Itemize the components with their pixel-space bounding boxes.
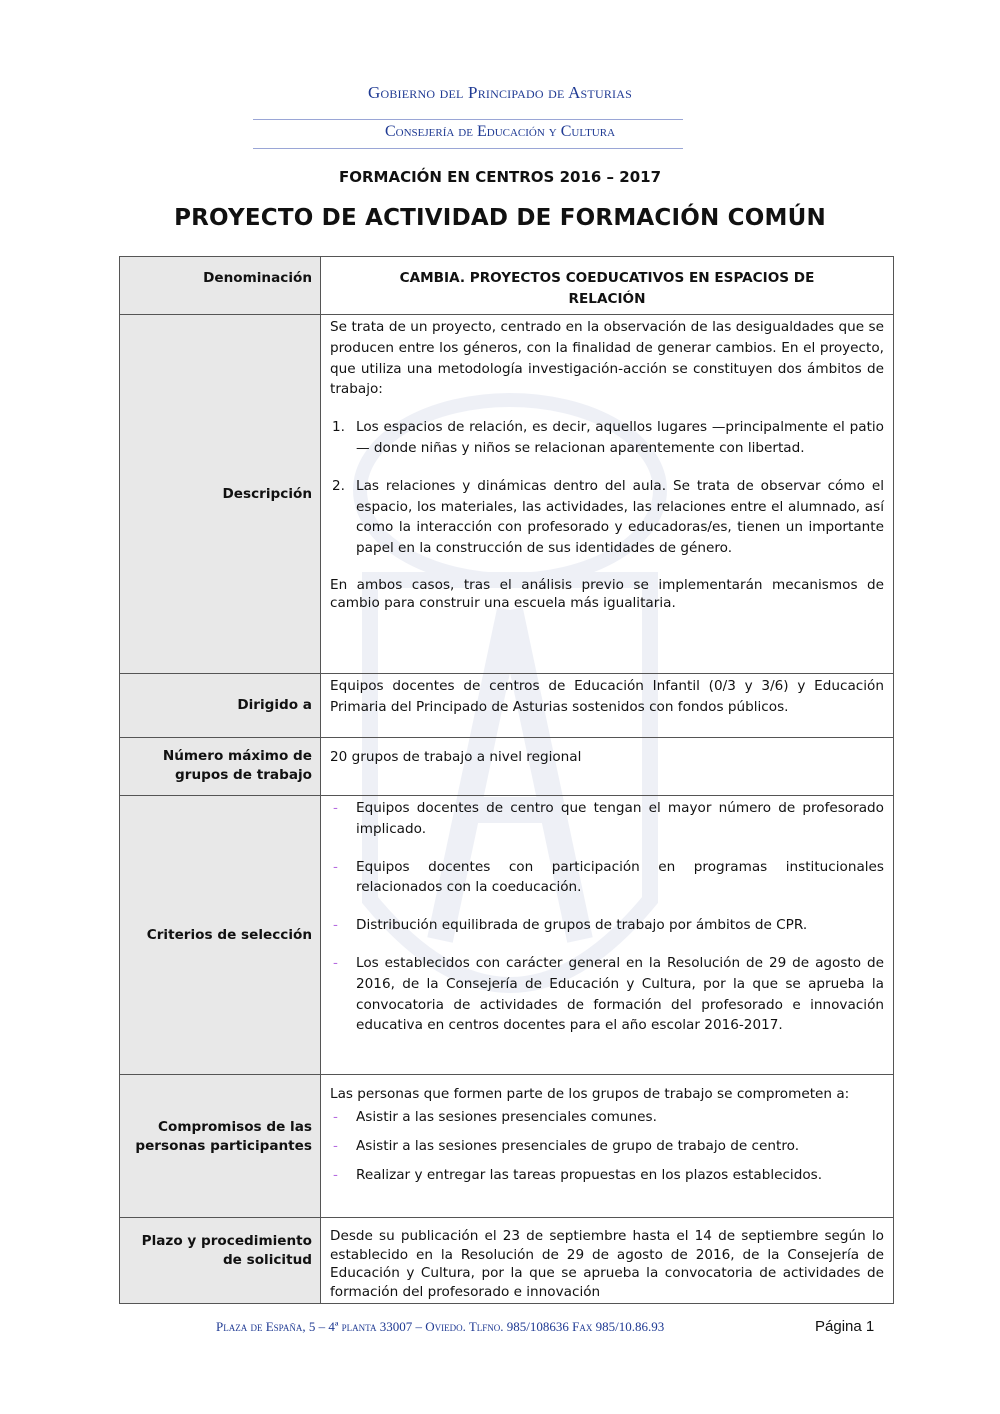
label-descripcion: Descripción: [120, 315, 321, 674]
descripcion-list: [330, 417, 884, 559]
dash-bullet-icon: -: [333, 954, 338, 971]
descripcion-outro: En ambos casos, tras el análisis previo se implementarán mecanismos de cambio para construir una escuela más igualitaria.: [330, 576, 884, 611]
criterios-list: [330, 798, 884, 1036]
label-compromisos: Compromisos de las personas participantes: [120, 1075, 321, 1218]
row-plazo: [120, 1218, 894, 1304]
value-criterios: [321, 796, 894, 1075]
dash-bullet-icon: -: [333, 858, 338, 875]
value-compromisos: [321, 1075, 894, 1218]
label-plazo: Plazo y procedimiento de solicitud: [120, 1218, 321, 1304]
compromisos-list: [330, 1107, 884, 1185]
list-text: Realizar y entregar las tareas propuestas en los plazos establecidos.: [356, 1166, 823, 1183]
list-text: Asistir a las sesiones presenciales de grupo de trabajo de centro.: [356, 1137, 800, 1154]
dash-bullet-icon: -: [333, 800, 338, 816]
dash-bullet-icon: -: [333, 917, 338, 934]
label-denominacion: Denominación: [120, 257, 321, 315]
row-denominacion: [120, 257, 894, 315]
dash-bullet-icon: -: [333, 1166, 338, 1183]
department-header: Consejería de Educación y Cultura: [384, 123, 616, 140]
list-text: Equipos docentes con participación en programas institucionales relacionados con la coeducación.: [356, 858, 884, 896]
dash-bullet-icon: -: [333, 1109, 338, 1125]
compromisos-intro: Las personas que formen parte de los grupos de trabajo se comprometen a:: [330, 1086, 850, 1102]
document-title: PROYECTO DE ACTIVIDAD DE FORMACIÓN COMÚN: [174, 205, 826, 231]
label-numero: Número máximo de grupos de trabajo: [120, 738, 321, 796]
row-dirigido: [120, 674, 894, 738]
list-item: [330, 417, 884, 459]
descripcion-intro: Se trata de un proyecto, centrado en la observación de las desigualdades que se producen entre los géneros, con la finalidad de generar cambios. En el proyecto, que utiliza una metodología investigación-acción se constituyen dos ámbitos de trabajo:: [330, 319, 884, 398]
government-header: Gobierno del Principado de Asturias: [368, 83, 632, 102]
row-compromisos: [120, 1075, 894, 1218]
value-numero: 20 grupos de trabajo a nivel regional: [321, 738, 894, 796]
list-item: [330, 476, 884, 559]
list-item: [330, 1107, 884, 1128]
value-dirigido: Equipos docentes de centros de Educación Infantil (0/3 y 3/6) y Educación Primaria del Principado de Asturias sostenidos con fondos públicos.: [321, 674, 894, 738]
value-descripcion: [321, 315, 894, 674]
list-item: [330, 915, 884, 936]
label-criterios: Criterios de selección: [120, 796, 321, 1075]
page-number: Página 1: [815, 1318, 875, 1335]
list-item: [330, 1136, 884, 1157]
value-denominacion: CAMBIA. PROYECTOS COEDUCATIVOS EN ESPACIOS DE RELACIÓN: [321, 257, 894, 315]
list-text: Los establecidos con carácter general en la Resolución de 29 de agosto de 2016, de la Consejería de Educación y Cultura, por la que se aprueba la convocatoria de actividades de formación del profesorado e innovación educativa en centros docentes para el año escolar 2016-2017.: [356, 954, 884, 1034]
project-table: [119, 256, 894, 1304]
footer-address: Plaza de España, 5 – 4ª planta 33007 – Oviedo. Tlfno. 985/108636 Fax 985/10.86.93: [216, 1319, 665, 1334]
row-criterios: [120, 796, 894, 1075]
list-text: Distribución equilibrada de grupos de trabajo por ámbitos de CPR.: [356, 917, 808, 934]
list-number: 2.: [332, 477, 345, 494]
list-text: Equipos docentes de centro que tengan el mayor número de profesorado implicado.: [356, 800, 884, 837]
row-numero: [120, 738, 894, 796]
list-text: Asistir a las sesiones presenciales comunes.: [356, 1109, 657, 1125]
label-dirigido: Dirigido a: [120, 674, 321, 738]
header-divider: [253, 148, 683, 149]
list-number: 1.: [332, 419, 345, 436]
row-descripcion: [120, 315, 894, 674]
header-divider: [253, 119, 683, 120]
list-item: [330, 1165, 884, 1186]
list-item: [330, 798, 884, 840]
list-text: Las relaciones y dinámicas dentro del aula. Se trata de observar cómo el espacio, los materiales, las actividades, las relaciones entre el alumnado, así como la interacción con profesorado y educadoras/es, tienen un importante papel en la construcción de sus identidades de género.: [356, 477, 884, 557]
value-plazo: Desde su publicación el 23 de septiembre hasta el 14 de septiembre según lo establecido en la Resolución de 29 de agosto de 2016, de la Consejería de Educación y Cultura, por la que se aprueba la convocatoria de actividades de formación del profesorado e innovación: [321, 1218, 894, 1304]
document-subtitle: FORMACIÓN EN CENTROS 2016 – 2017: [338, 168, 662, 186]
list-text: Los espacios de relación, es decir, aquellos lugares —principalmente el patio— donde niñas y niños se relacionan aparentemente con libertad.: [356, 419, 884, 456]
list-item: [330, 953, 884, 1036]
list-item: [330, 857, 884, 899]
dash-bullet-icon: -: [333, 1137, 338, 1154]
